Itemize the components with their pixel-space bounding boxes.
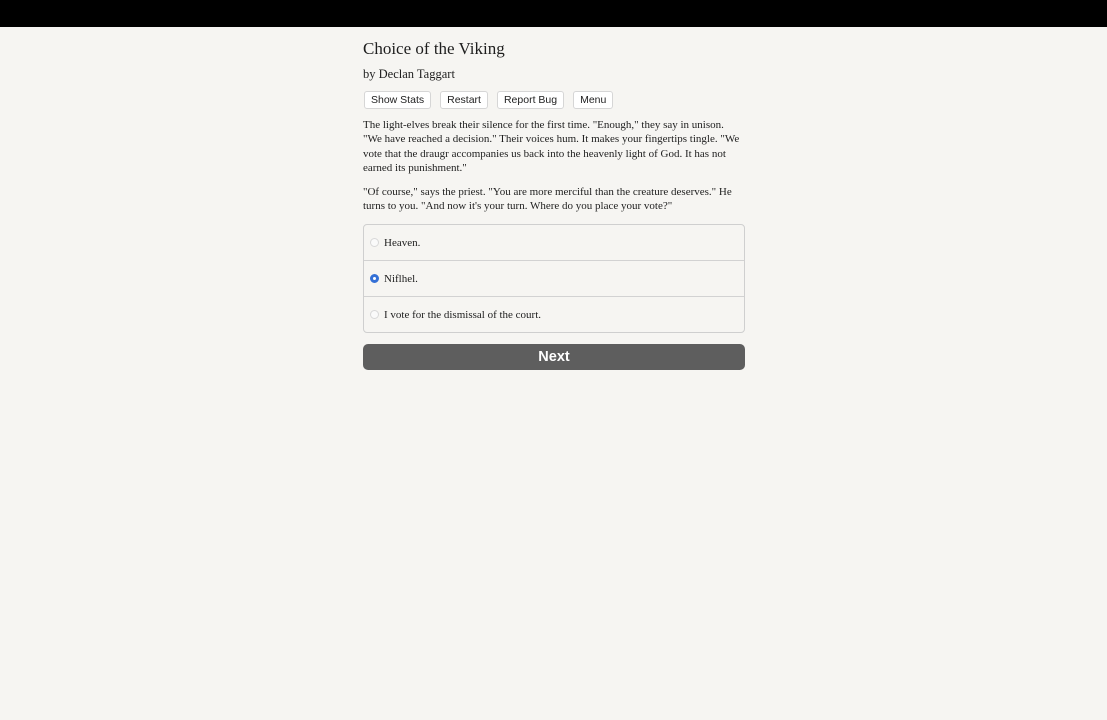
next-button[interactable]: Next [363,344,745,370]
radio-button[interactable] [370,238,379,247]
choice-list [363,224,745,333]
report-bug-button[interactable]: Report Bug [497,91,564,109]
game-title: Choice of the Viking [363,39,505,58]
choice-option-heaven[interactable] [364,225,744,260]
menu-button[interactable]: Menu [573,91,613,109]
game-author: by Declan Taggart [363,67,455,81]
radio-button[interactable] [370,274,379,283]
choice-option-niflhel[interactable] [364,260,744,296]
choice-label: Heaven. [384,236,421,249]
story-text [363,118,745,224]
restart-button[interactable]: Restart [440,91,488,109]
story-paragraph: "Of course," says the priest. "You are more merciful than the creature deserves." He turns to you. "And now it's your turn. Where do you place your vote?" [363,186,732,213]
show-stats-button[interactable]: Show Stats [364,91,431,109]
toolbar [364,91,613,109]
radio-button[interactable] [370,310,379,319]
choice-option-dismissal[interactable] [364,296,744,332]
top-bar [0,0,1107,27]
choice-label: Niflhel. [384,272,418,285]
choice-label: I vote for the dismissal of the court. [384,308,542,321]
story-paragraph: The light-elves break their silence for the first time. "Enough," they say in unison. "We have reached a decision." Their voices hum. It makes your fingertips tingle. "We vote that the draugr accompanies us back into the heavenly light of God. It has not earned its punishment." [363,119,740,174]
